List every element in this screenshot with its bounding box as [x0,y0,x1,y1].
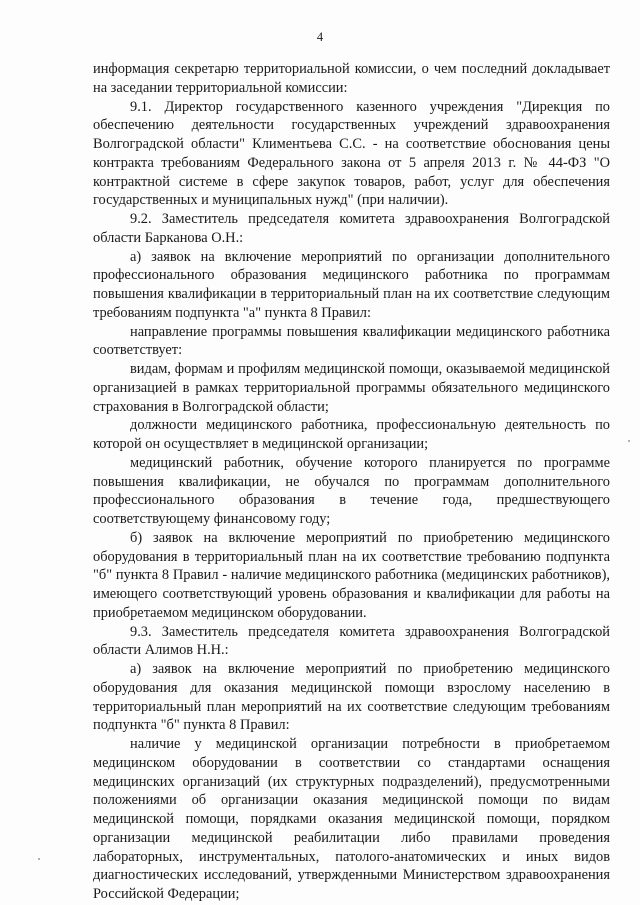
paragraph-9-1: 9.1. Директор государственного казенного учреждения "Дирекция по обеспечению деятельности государственных учреждений здравоохранения Волгоградской области" Климентьева С.С. - на соответствие обоснования цены контракта требованиям Федерального закона от 5 апреля 2013 г. № 44-ФЗ "О контрактной системе в сфере закупок товаров, работ, услуг для обеспечения государственных и муниципальных нужд" (при наличии). [93,98,610,209]
paragraph-position: должности медицинского работника, профессиональную деятельность по которой он осуществляет в медицинской организации; [93,417,610,452]
paragraph-9-2-b: б) заявок на включение мероприятий по приобретению медицинского оборудования в территориальный план на их соответствие требованию подпункта "б" пункта 8 Правил - наличие медицинского работника (медицинских работников), имеющего соответствующий уровень образования и квалификации для работы на приобретаемом медицинском оборудовании. [93,529,610,621]
paragraph-care-types: видам, формам и профилям медицинской помощи, оказываемой медицинской организацией в рамках территориальной программы обязательного медицинского страхования в Волгоградской области; [93,361,610,415]
paragraph-9-2: 9.2. Заместитель председателя комитета здравоохранения Волгоградской области Барканова О.Н.: [93,211,610,246]
paragraph-training-direction: направление программы повышения квалификации медицинского работника соответствует: [93,323,610,359]
scan-speck [38,858,40,860]
paragraph-9-3: 9.3. Заместитель председателя комитета здравоохранения Волгоградской области Алимов Н.Н.: [93,623,610,659]
paragraph-equipment-need: наличие у медицинской организации потребности в приобретаемом медицинском оборудовании в соответствии со стандартами оснащения медицинских организаций (их структурных подразделений), предусмотренными положениями об организации оказания медицинской помощи по видам медицинской помощи, порядками оказания медицинской помощи, порядком организации медицинской реабилитации либо правилами проведения лабораторных, инструментальных, патолого-анатомических и иных видов диагностических исследований, утвержденными Министерством здравоохранения Российской Федерации; [93,736,610,902]
page-number: 4 [316,30,324,44]
scan-speck [628,440,630,442]
document-body [93,60,610,904]
paragraph-continuation: информация секретарю территориальной комиссии, о чем последний докладывает на заседании территориальной комиссии: [93,61,610,96]
paragraph-9-2-a: а) заявок на включение мероприятий по организации дополнительного профессионального образования медицинского работника по программам повышения квалификации в территориальный план на их соответствие следующим требованиям подпункта "а" пункта 8 Правил: [93,248,610,321]
paragraph-9-3-a: а) заявок на включение мероприятий по приобретению медицинского оборудования для оказания медицинской помощи взрослому населению в территориальный план мероприятий на их соответствие следующим требованиям подпункта "б" пункта 8 Правил: [93,661,610,734]
paragraph-not-trained: медицинский работник, обучение которого планируется по программе повышения квалификации, не обучался по программам дополнительного профессионального образования в течение года, предшествующего соответствующему финансовому году; [93,454,610,527]
